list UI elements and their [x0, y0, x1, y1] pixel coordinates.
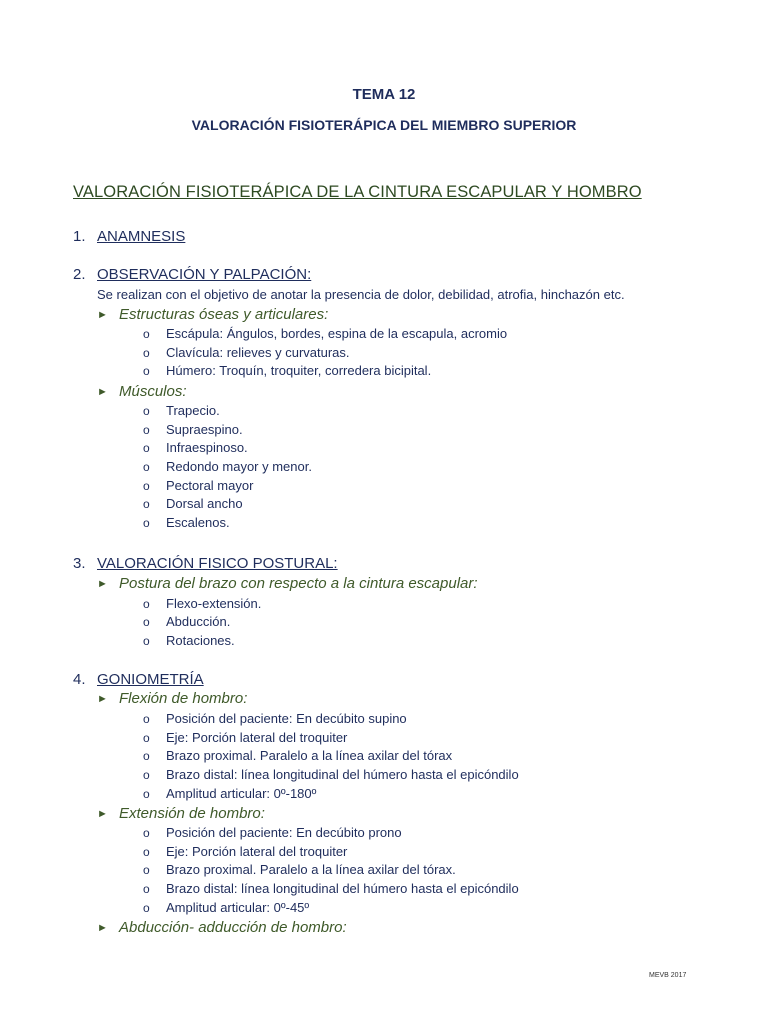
subheading-label: Abducción- adducción de hombro:	[119, 919, 347, 936]
list-item	[143, 633, 235, 648]
subheading-label: Postura del brazo con respecto a la cintura escapular:	[119, 575, 478, 592]
list-item-text: Eje: Porción lateral del troquiter	[166, 730, 348, 745]
list-item-text: Eje: Porción lateral del troquiter	[166, 844, 348, 859]
bullet-icon: o	[143, 479, 150, 493]
section-heading: VALORACIÓN FISIOTERÁPICA DE LA CINTURA ESCAPULAR Y HOMBRO	[73, 183, 642, 201]
list-item-text: Abducción.	[166, 614, 231, 629]
bullet-icon: o	[143, 863, 150, 877]
bullet-icon: o	[143, 346, 150, 360]
list-item-text: Flexo-extensión.	[166, 596, 262, 611]
heading-label: ANAMNESIS	[97, 228, 186, 245]
bullet-icon: o	[143, 882, 150, 896]
arrow-icon: ►	[97, 309, 108, 321]
subheading-label: Flexión de hombro:	[119, 690, 248, 707]
subheading	[97, 805, 265, 822]
list-item	[143, 440, 248, 455]
bullet-icon: o	[143, 845, 150, 859]
list-item-text: Amplitud articular: 0º-180º	[166, 786, 317, 801]
subheading	[97, 383, 187, 400]
subheading-label: Estructuras óseas y articulares:	[119, 306, 329, 323]
bullet-icon: o	[143, 787, 150, 801]
subheading-label: Extensión de hombro:	[119, 805, 265, 822]
bullet-icon: o	[143, 597, 150, 611]
bullet-icon: o	[143, 497, 150, 511]
list-item-text: Brazo proximal. Paralelo a la línea axilar del tórax	[166, 748, 453, 763]
bullet-icon: o	[143, 516, 150, 530]
tema-title: TEMA 12	[352, 86, 416, 103]
list-item-text: Posición del paciente: En decúbito prono	[166, 825, 402, 840]
bullet-icon: o	[143, 364, 150, 378]
list-item	[143, 326, 507, 341]
arrow-icon: ►	[97, 808, 108, 820]
bullet-icon: o	[143, 460, 150, 474]
list-item	[143, 596, 261, 611]
list-item-text: Escápula: Ángulos, bordes, espina de la escapula, acromio	[166, 326, 508, 341]
subheading	[97, 919, 347, 936]
heading-number: 4.	[73, 671, 86, 688]
heading-number: 3.	[73, 555, 86, 572]
arrow-icon: ►	[97, 922, 108, 934]
heading-valoracion-postural	[73, 555, 338, 572]
heading-goniometria	[73, 671, 204, 688]
list-item-text: Infraespinoso.	[166, 440, 248, 455]
list-item-text: Escalenos.	[166, 515, 230, 530]
list-item-text: Rotaciones.	[166, 633, 235, 648]
subheading	[97, 690, 247, 707]
bullet-icon: o	[143, 634, 150, 648]
arrow-icon: ►	[97, 386, 108, 398]
list-item-text: Clavícula: relieves y curvaturas.	[166, 345, 350, 360]
bullet-icon: o	[143, 423, 150, 437]
list-item-text: Brazo distal: línea longitudinal del húmero hasta el epicóndilo	[166, 881, 519, 896]
list-item	[143, 459, 312, 474]
list-item	[143, 478, 253, 493]
heading-label: GONIOMETRÍA	[97, 671, 204, 688]
bullet-icon: o	[143, 404, 150, 418]
list-item-text: Brazo distal: línea longitudinal del húmero hasta el epicóndilo	[166, 767, 519, 782]
arrow-icon: ►	[97, 578, 108, 590]
bullet-icon: o	[143, 768, 150, 782]
heading-label: OBSERVACIÓN Y PALPACIÓN:	[97, 266, 312, 283]
list-item	[143, 786, 316, 801]
subheading	[97, 575, 478, 592]
list-item-text: Amplitud articular: 0º-45º	[166, 900, 310, 915]
bullet-icon: o	[143, 731, 150, 745]
list-item-text: Dorsal ancho	[166, 496, 243, 511]
footer-initials: MEVB 2017	[649, 972, 687, 979]
list-item-text: Redondo mayor y menor.	[166, 459, 312, 474]
heading-number: 1.	[73, 228, 86, 245]
list-item	[143, 422, 243, 437]
list-item	[143, 748, 452, 763]
list-item	[143, 844, 347, 859]
bullet-icon: o	[143, 712, 150, 726]
list-item	[143, 403, 220, 418]
list-item-text: Húmero: Troquín, troquiter, corredera bicipital.	[166, 363, 432, 378]
bullet-icon: o	[143, 826, 150, 840]
bullet-icon: o	[143, 749, 150, 763]
list-item	[143, 881, 519, 896]
heading-label: VALORACIÓN FISICO POSTURAL:	[97, 555, 338, 572]
list-item	[143, 496, 243, 511]
subheading-label: Músculos:	[119, 383, 187, 400]
list-item	[143, 711, 407, 726]
list-item	[143, 345, 350, 360]
heading-observacion	[73, 266, 311, 283]
heading-number: 2.	[73, 266, 86, 283]
list-item-text: Pectoral mayor	[166, 478, 254, 493]
observation-note: Se realizan con el objetivo de anotar la presencia de dolor, debilidad, atrofia, hinchazón etc.	[97, 287, 625, 302]
list-item	[143, 825, 402, 840]
bullet-icon: o	[143, 441, 150, 455]
list-item	[143, 363, 431, 378]
heading-anamnesis	[73, 228, 185, 245]
list-item	[143, 767, 519, 782]
list-item-text: Brazo proximal. Paralelo a la línea axilar del tórax.	[166, 862, 456, 877]
list-item-text: Trapecio.	[166, 403, 220, 418]
bullet-icon: o	[143, 615, 150, 629]
bullet-icon: o	[143, 327, 150, 341]
bullet-icon: o	[143, 901, 150, 915]
list-item	[143, 862, 456, 877]
arrow-icon: ►	[97, 693, 108, 705]
document-subtitle: VALORACIÓN FISIOTERÁPICA DEL MIEMBRO SUPERIOR	[191, 117, 577, 133]
subheading	[97, 306, 328, 323]
list-item	[143, 730, 347, 745]
list-item	[143, 900, 309, 915]
list-item-text: Posición del paciente: En decúbito supino	[166, 711, 407, 726]
list-item	[143, 614, 230, 629]
list-item	[143, 515, 230, 530]
list-item-text: Supraespino.	[166, 422, 243, 437]
